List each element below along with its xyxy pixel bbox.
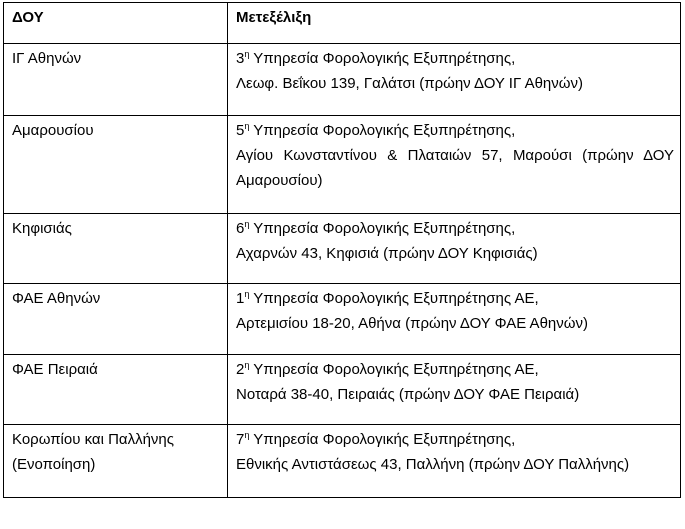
service-name: Υπηρεσία Φορολογικής Εξυπηρέτησης, xyxy=(249,122,516,139)
transfer-cell xyxy=(228,214,681,284)
service-name: Υπηρεσία Φορολογικής Εξυπηρέτησης ΑΕ, xyxy=(249,290,539,307)
transfer-cell xyxy=(228,44,681,116)
service-name: Υπηρεσία Φορολογικής Εξυπηρέτησης, xyxy=(249,50,516,67)
service-name: Υπηρεσία Φορολογικής Εξυπηρέτησης, xyxy=(249,431,516,448)
tax-office-table xyxy=(3,2,681,498)
service-number: 5 xyxy=(236,122,245,139)
service-address: Εθνικής Αντιστάσεως 43, Παλλήνη (πρώην ΔΟΥ Παλλήνης) xyxy=(236,456,630,473)
service-number: 7 xyxy=(236,431,245,448)
doy-cell: Κηφισιάς xyxy=(4,214,228,284)
table-row xyxy=(4,284,681,355)
service-ordinal: η xyxy=(244,49,250,59)
service-ordinal: η xyxy=(244,289,250,299)
doy-cell: ΦΑΕ Πειραιά xyxy=(4,355,228,425)
header-transfer: Μετεξέλιξη xyxy=(228,3,681,44)
service-ordinal: η xyxy=(244,430,250,440)
service-number: 1 xyxy=(236,290,245,307)
service-address: Αρτεμισίου 18-20, Αθήνα (πρώην ΔΟΥ ΦΑΕ Αθηνών) xyxy=(236,315,588,332)
service-name: Υπηρεσία Φορολογικής Εξυπηρέτησης, xyxy=(249,220,516,237)
service-number: 6 xyxy=(236,220,245,237)
doy-cell: Κορωπίου και Παλλήνης (Ενοποίηση) xyxy=(4,425,228,498)
transfer-cell xyxy=(228,425,681,498)
table-row xyxy=(4,44,681,116)
table-row xyxy=(4,116,681,214)
transfer-cell xyxy=(228,355,681,425)
service-address: Νοταρά 38-40, Πειραιάς (πρώην ΔΟΥ ΦΑΕ Πειραιά) xyxy=(236,386,580,403)
table-row xyxy=(4,214,681,284)
service-ordinal: η xyxy=(244,219,250,229)
table-header-row xyxy=(4,3,681,44)
transfer-cell xyxy=(228,284,681,355)
header-doy: ΔΟΥ xyxy=(4,3,228,44)
service-number: 3 xyxy=(236,50,245,67)
doy-cell: ΦΑΕ Αθηνών xyxy=(4,284,228,355)
transfer-cell xyxy=(228,116,681,214)
table-row xyxy=(4,355,681,425)
service-address: Αχαρνών 43, Κηφισιά (πρώην ΔΟΥ Κηφισιάς) xyxy=(236,245,538,262)
doy-cell: ΙΓ Αθηνών xyxy=(4,44,228,116)
table-row xyxy=(4,425,681,498)
doy-cell: Αμαρουσίου xyxy=(4,116,228,214)
service-number: 2 xyxy=(236,361,245,378)
service-ordinal: η xyxy=(244,360,250,370)
service-address: Αγίου Κωνσταντίνου & Πλαταιών 57, Μαρούσι (πρώην ΔΟΥ Αμαρουσίου) xyxy=(236,147,674,189)
service-ordinal: η xyxy=(244,121,250,131)
service-address: Λεωφ. Βεΐκου 139, Γαλάτσι (πρώην ΔΟΥ ΙΓ Αθηνών) xyxy=(236,75,583,92)
service-name: Υπηρεσία Φορολογικής Εξυπηρέτησης ΑΕ, xyxy=(249,361,539,378)
